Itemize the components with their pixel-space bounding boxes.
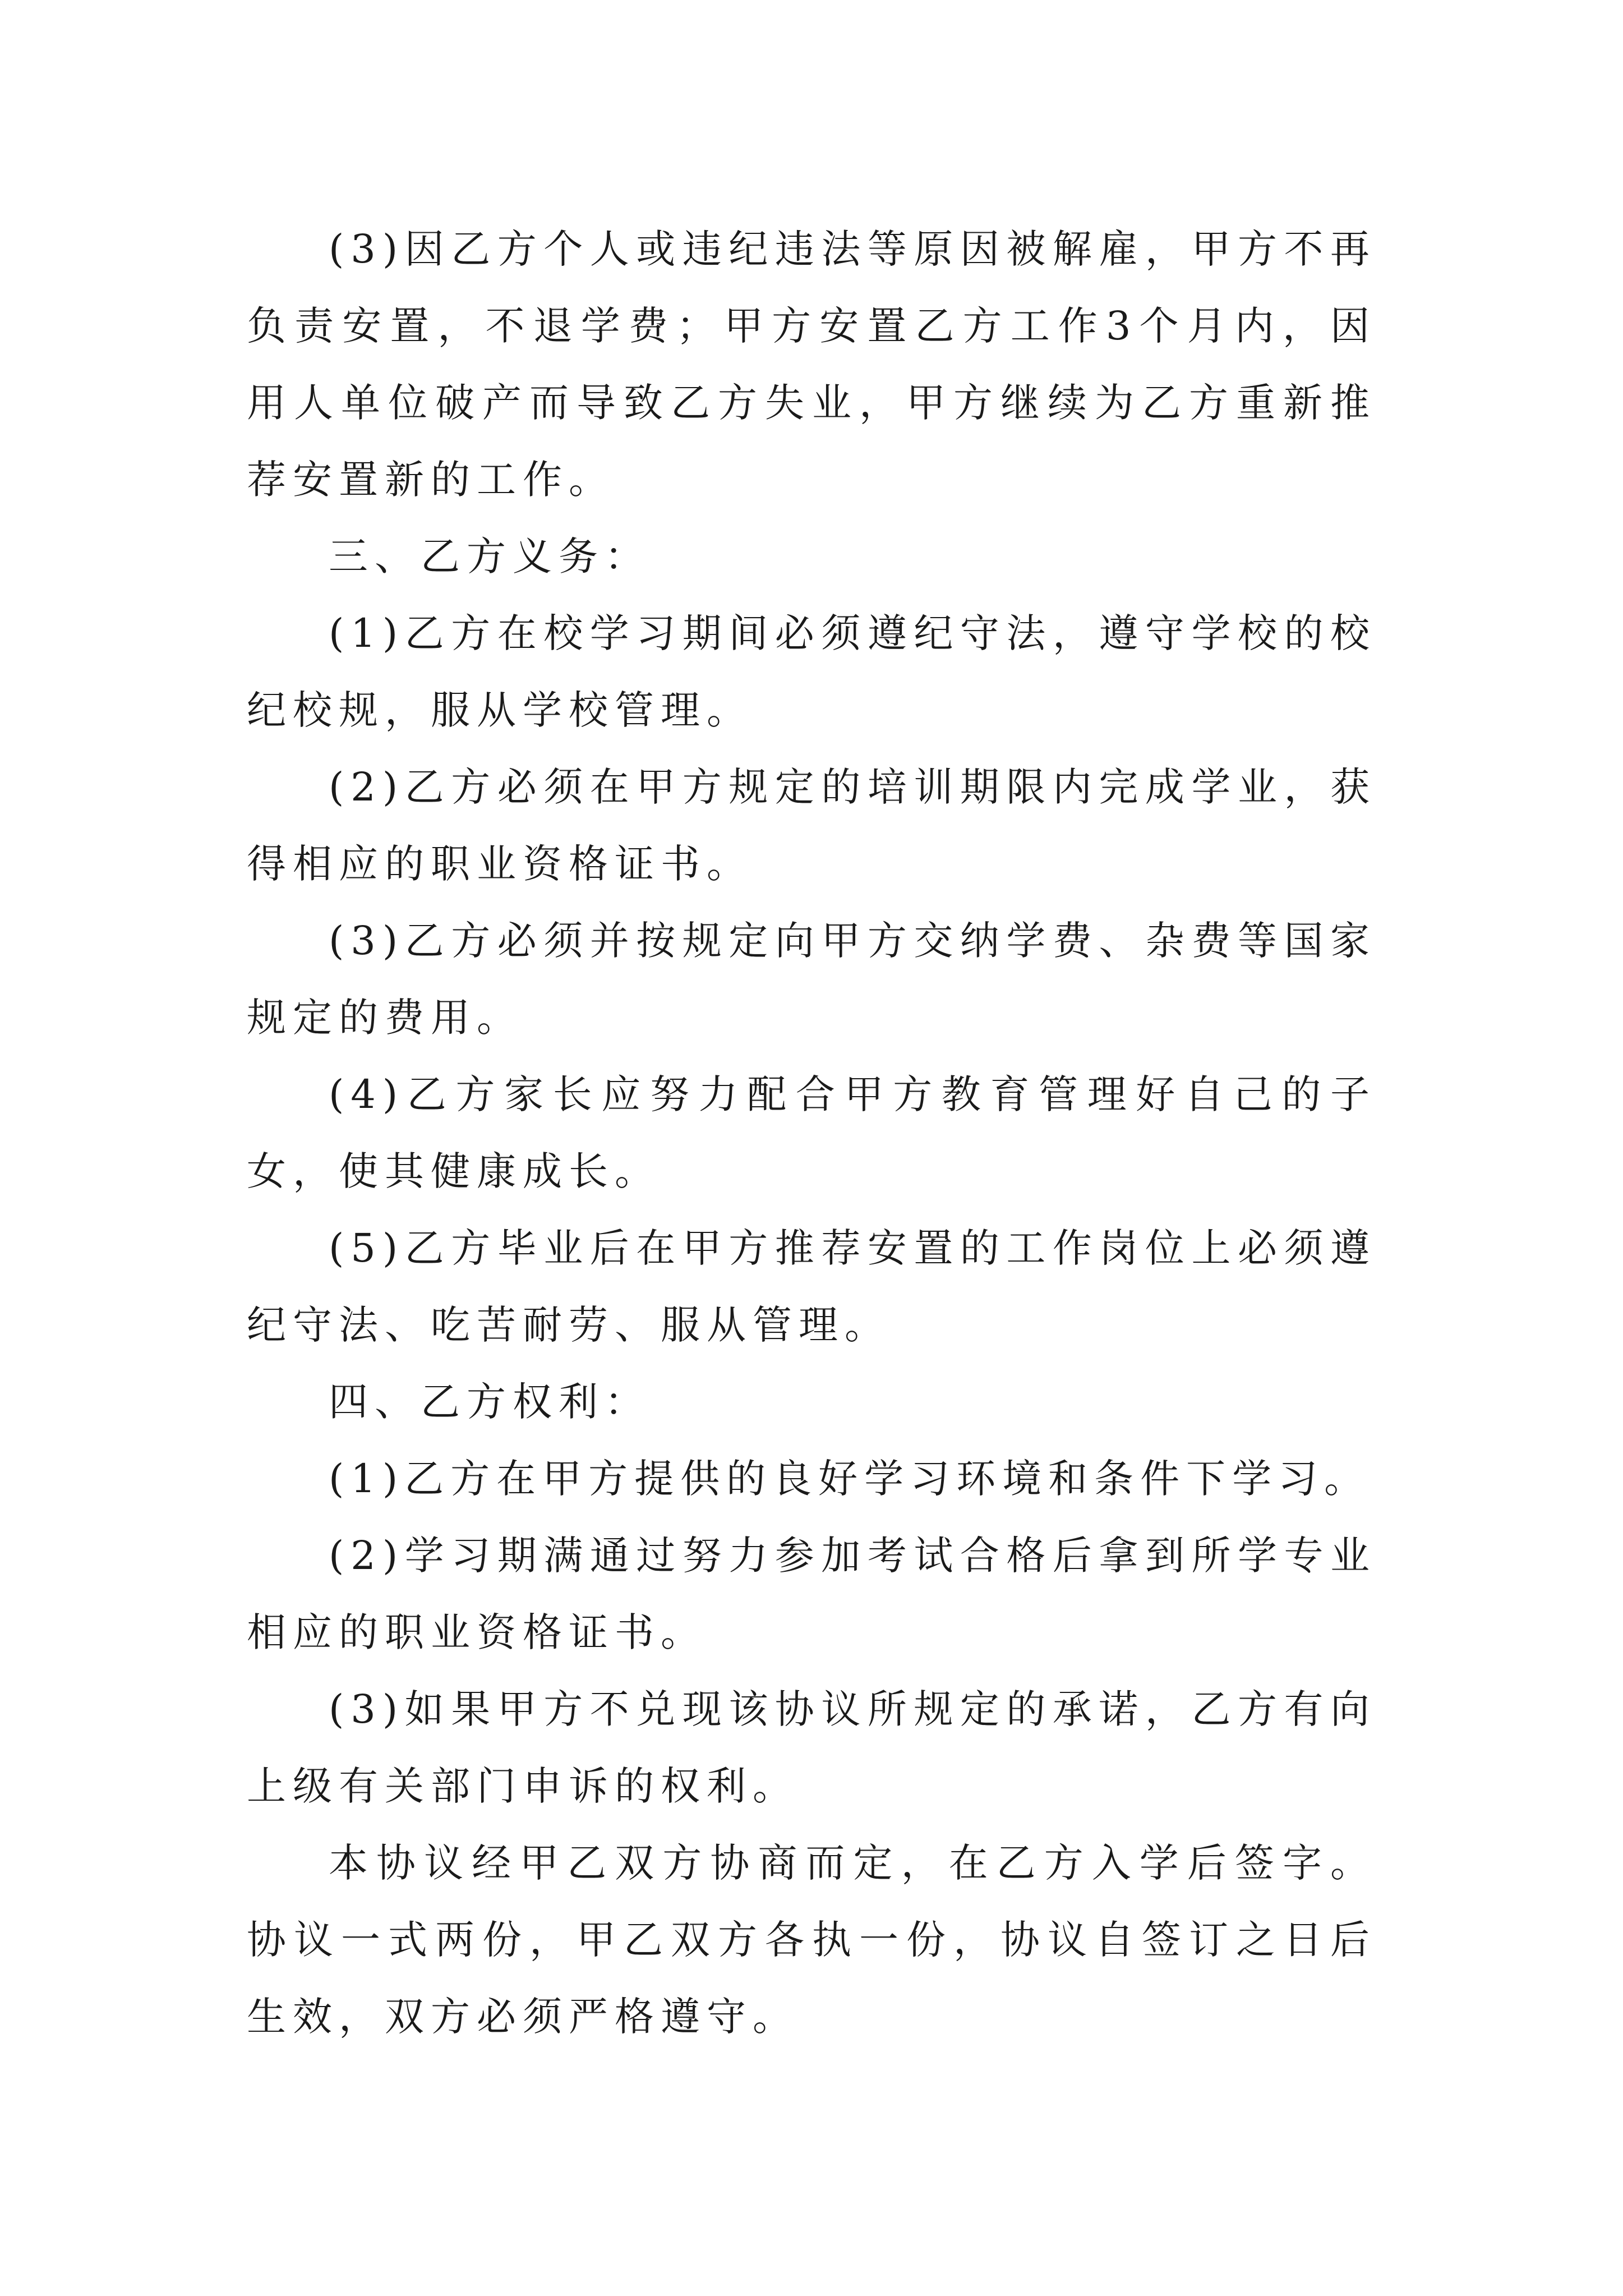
section-heading-rights: 四、乙方权利： (329, 1379, 651, 1425)
document-body (247, 211, 1376, 2055)
paragraph-dismissal-clause: (3)因乙方个人或违纪违法等原因被解雇，甲方不再负责安置，不退学费；甲方安置乙方工作3个月内，因用人单位破产而导致乙方失业，甲方继续为乙方重新推荐安置新的工作。 (247, 226, 1376, 503)
section-heading-obligations: 三、乙方义务： (329, 533, 651, 579)
paragraph-obligation-5: (5)乙方毕业后在甲方推荐安置的工作岗位上必须遵纪守法、吃苦耐劳、服从管理。 (247, 1225, 1376, 1348)
paragraph-obligation-2: (2)乙方必须在甲方规定的培训期限内完成学业，获得相应的职业资格证书。 (247, 764, 1376, 887)
paragraph-obligation-3: (3)乙方必须并按规定向甲方交纳学费、杂费等国家规定的费用。 (247, 918, 1376, 1041)
paragraph-right-2: (2)学习期满通过努力参加考试合格后拿到所学专业相应的职业资格证书。 (247, 1533, 1376, 1655)
paragraph-obligation-1: (1)乙方在校学习期间必须遵纪守法，遵守学校的校纪校规，服从学校管理。 (247, 610, 1376, 733)
paragraph-right-3: (3)如果甲方不兑现该协议所规定的承诺，乙方有向上级有关部门申诉的权利。 (247, 1686, 1376, 1809)
paragraph-right-1: (1)乙方在甲方提供的良好学习环境和条件下学习。 (329, 1456, 1371, 1502)
paragraph-obligation-4: (4)乙方家长应努力配合甲方教育管理好自己的子女，使其健康成长。 (247, 1071, 1376, 1194)
paragraph-closing-terms: 本协议经甲乙双方协商而定，在乙方入学后签字。协议一式两份，甲乙双方各执一份，协议自签订之日后生效，双方必须严格遵守。 (247, 1840, 1376, 2040)
